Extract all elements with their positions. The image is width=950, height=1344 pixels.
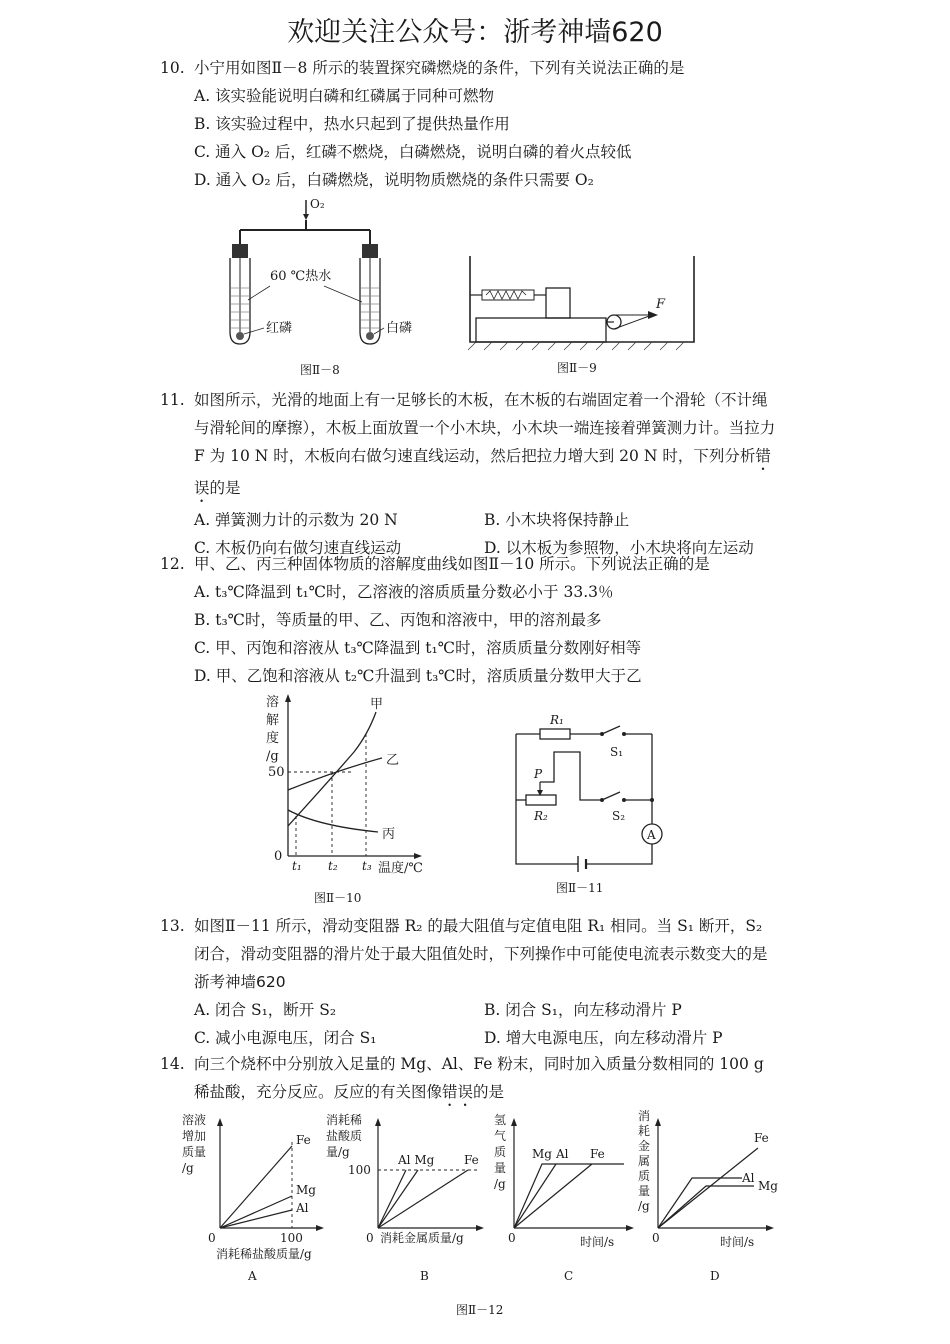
svg-text:质量: 质量: [182, 1145, 207, 1159]
question-number: 11.: [160, 391, 185, 409]
tick-t2: t₂: [328, 859, 338, 873]
question-number: 13.: [160, 917, 185, 935]
svg-text:消: 消: [638, 1109, 651, 1123]
svg-text:溶液: 溶液: [182, 1113, 207, 1127]
option-a: A. 该实验能说明白磷和红磷属于同种可燃物: [194, 87, 495, 105]
svg-text:质: 质: [638, 1169, 651, 1183]
option-d: D. 以木板为参照物，小木块将向左运动: [484, 539, 754, 557]
svg-text:盐酸质: 盐酸质: [326, 1129, 363, 1143]
label-al: Al: [556, 1147, 569, 1161]
option-b: B. 小木块将保持静止: [484, 511, 630, 529]
o2-arrow-head: [303, 214, 309, 220]
y-label-3: 度: [266, 731, 280, 746]
svg-text:增加: 增加: [182, 1129, 207, 1143]
question-12: [160, 550, 780, 690]
svg-text:/g: /g: [182, 1161, 194, 1175]
figure-8-caption: 图Ⅱ－8: [300, 363, 340, 377]
label-jia: 甲: [370, 697, 384, 712]
figure-12-caption: 图Ⅱ－12: [456, 1303, 504, 1317]
x-label: 温度/℃: [378, 861, 423, 876]
svg-text:气: 气: [494, 1129, 507, 1143]
x-label: 时间/s: [580, 1235, 615, 1249]
svg-text:0: 0: [366, 1231, 374, 1245]
ammeter-label: A: [647, 828, 656, 842]
slider-p-label: P: [534, 767, 543, 781]
y-tick-100: 100: [348, 1163, 371, 1177]
line-fe: [514, 1164, 592, 1228]
question-number: 10.: [160, 59, 185, 77]
label-al: Al: [296, 1201, 309, 1215]
gas-tube: [240, 220, 370, 246]
wire-bottom: [586, 844, 652, 864]
label-bing: 丙: [382, 827, 396, 842]
switch-s2: [602, 792, 620, 800]
svg-text:消耗稀: 消耗稀: [326, 1113, 363, 1127]
label-mg: Mg: [758, 1179, 778, 1193]
graph-c: [494, 1113, 634, 1283]
question-stem: 小宁用如图Ⅱ－8 所示的装置探究磷燃烧的条件，下列有关说法正确的是: [194, 59, 685, 77]
white-phosphorus: [366, 332, 374, 340]
graph-d: [638, 1108, 778, 1283]
graph-letter: C: [564, 1269, 574, 1283]
label-fe: Fe: [590, 1147, 605, 1161]
r2-label: R₂: [534, 809, 548, 823]
svg-text:0: 0: [208, 1231, 216, 1245]
svg-text:量/g: 量/g: [326, 1145, 350, 1159]
label-mg: Mg: [296, 1183, 316, 1197]
graph-letter: D: [710, 1269, 720, 1283]
figure-8-apparatus: [220, 192, 430, 380]
option-d: D. 甲、乙饱和溶液从 t₂℃升温到 t₃℃时，溶质质量分数甲大于乙: [194, 667, 642, 685]
figure-11-caption: 图Ⅱ－11: [556, 881, 604, 895]
label-fe: Fe: [296, 1133, 311, 1147]
option-d: D. 通入 O₂ 后，白磷燃烧，说明物质燃烧的条件只需要 O₂: [194, 171, 594, 189]
red-phosphorus-label: 红磷: [266, 321, 293, 336]
emphasis-wrong: 错误: [442, 1083, 474, 1101]
option-a: A. 闭合 S₁，断开 S₂: [194, 1001, 337, 1019]
svg-text:/g: /g: [494, 1177, 506, 1191]
s1-label: S₁: [610, 745, 624, 759]
option-a: A. t₃℃降温到 t₁℃时，乙溶液的溶质质量分数必小于 33.3％: [194, 583, 614, 601]
label-al: Al: [742, 1171, 755, 1185]
line-mg: [514, 1164, 624, 1228]
curve-bing: [288, 810, 378, 832]
option-c: C. 木板仍向右做匀速直线运动: [194, 539, 402, 557]
question-stem: 向三个烧杯中分别放入足量的 Mg、Al、Fe 粉末，同时加入质量分数相同的 100 g 稀盐酸，充分反应。反应的有关图像错误的是: [194, 1055, 764, 1101]
label-yi: 乙: [386, 753, 400, 768]
option-b: B. t₃℃时，等质量的甲、乙、丙饱和溶液中，甲的溶剂最多: [194, 611, 602, 629]
figure-10-caption: 图Ⅱ－10: [314, 891, 362, 905]
label-mg: Mg: [532, 1147, 552, 1161]
figure-9-apparatus: [462, 250, 702, 380]
x-label: 时间/s: [720, 1235, 755, 1249]
tick-t1: t₁: [292, 859, 302, 873]
line-mg: [378, 1170, 418, 1228]
label-fe: Fe: [464, 1153, 479, 1167]
graph-letter: A: [248, 1269, 257, 1283]
svg-text:量: 量: [638, 1184, 651, 1198]
option-c: C. 减小电源电压，闭合 S₁: [194, 1029, 377, 1047]
label-fe: Fe: [754, 1131, 769, 1145]
figure-11-circuit: [504, 712, 684, 898]
question-14: [160, 1050, 780, 1110]
wire-left: [516, 734, 578, 864]
origin-label: 0: [274, 849, 283, 864]
figure-12-graphs: [180, 1108, 790, 1334]
white-phosphorus-label: 白磷: [386, 321, 413, 336]
line-fe: [220, 1146, 292, 1228]
option-d: D. 增大电源电压，向左移动滑片 P: [484, 1029, 723, 1047]
option-b: B. 闭合 S₁，向左移动滑片 P: [484, 1001, 682, 1019]
x-label: 消耗稀盐酸质量/g: [216, 1247, 312, 1261]
page-header: 欢迎关注公众号：浙考神墙620: [287, 17, 663, 48]
question-number: 12.: [160, 555, 185, 573]
svg-text:0: 0: [508, 1231, 516, 1245]
figure-10-solubility-chart: [258, 692, 438, 908]
option-c: C. 甲、丙饱和溶液从 t₃℃降温到 t₁℃时，溶质质量分数刚好相等: [194, 639, 642, 657]
line-al: [514, 1164, 556, 1228]
x-label: 消耗金属质量/g: [380, 1231, 464, 1245]
force-label: F: [656, 297, 666, 312]
svg-text:/g: /g: [638, 1199, 650, 1213]
resistor-r1: [540, 729, 570, 739]
svg-text:0: 0: [652, 1231, 660, 1245]
line-fe: [658, 1148, 758, 1228]
label-al-mg: Al Mg: [398, 1153, 435, 1167]
svg-text:量: 量: [494, 1161, 507, 1175]
o2-label: O₂: [310, 197, 325, 211]
y-label-4: /g: [266, 749, 279, 764]
svg-text:氢: 氢: [494, 1113, 507, 1127]
emphasis-wrong: 错误: [194, 447, 771, 497]
hot-water-label: 60 ℃热水: [270, 269, 332, 284]
graph-b: [326, 1112, 484, 1283]
wooden-board: [476, 318, 606, 342]
line-mg: [220, 1196, 292, 1228]
r1-label: R₁: [550, 713, 564, 727]
question-10: [160, 54, 780, 194]
y-label-1: 溶: [266, 695, 280, 710]
question-stem: 如图所示，光滑的地面上有一足够长的木板，在木板的右端固定着一个滑轮（不计绳与滑轮间的摩擦），木板上面放置一个小木块，小木块一端连接着弹簧测力计。当拉力 F 为 10 N 时，木板向右做匀速直线运动，然后把拉力增大到 20 N 时，下列分析错误的是: [194, 391, 776, 497]
wooden-block: [546, 288, 570, 318]
question-number: 14.: [160, 1055, 185, 1073]
ground-hatching: [468, 342, 684, 350]
rheostat-r2: [526, 795, 556, 805]
figure-9-caption: 图Ⅱ－9: [557, 361, 597, 375]
svg-text:耗: 耗: [638, 1124, 651, 1138]
question-stem: 甲、乙、丙三种固体物质的溶解度曲线如图Ⅱ－10 所示。下列说法正确的是: [194, 555, 710, 573]
question-11: [160, 386, 780, 562]
s2-label: S₂: [612, 809, 626, 823]
question-13: [160, 912, 780, 1052]
y-tick-50: 50: [268, 765, 285, 780]
force-arrow: [648, 311, 658, 319]
svg-text:属: 属: [638, 1154, 651, 1168]
graph-letter: B: [420, 1269, 429, 1283]
line-al: [220, 1210, 292, 1228]
svg-text:金: 金: [638, 1139, 651, 1153]
option-a: A. 弹簧测力计的示数为 20 N: [194, 511, 398, 529]
question-stem: 如图Ⅱ－11 所示，滑动变阻器 R₂ 的最大阻值与定值电阻 R₁ 相同。当 S₁ 断开，S₂ 闭合，滑动变阻器的滑片处于最大阻值处时，下列操作中可能使电流表示数变大的是 浙考神墙620: [194, 917, 768, 991]
left-stopper: [232, 244, 248, 258]
tick-t3: t₃: [362, 859, 372, 873]
graph-a: [182, 1112, 324, 1283]
red-phosphorus: [236, 332, 244, 340]
switch-s1: [602, 726, 620, 734]
y-label-2: 解: [266, 713, 280, 728]
svg-text:质: 质: [494, 1145, 507, 1159]
right-stopper: [362, 244, 378, 258]
option-c: C. 通入 O₂ 后，红磷不燃烧，白磷燃烧，说明白磷的着火点较低: [194, 143, 632, 161]
option-b: B. 该实验过程中，热水只起到了提供热量作用: [194, 115, 510, 133]
watermark-text: 浙考神墙620: [194, 973, 286, 991]
x-tick-100: 100: [280, 1231, 303, 1245]
water-hatching: [231, 288, 379, 328]
